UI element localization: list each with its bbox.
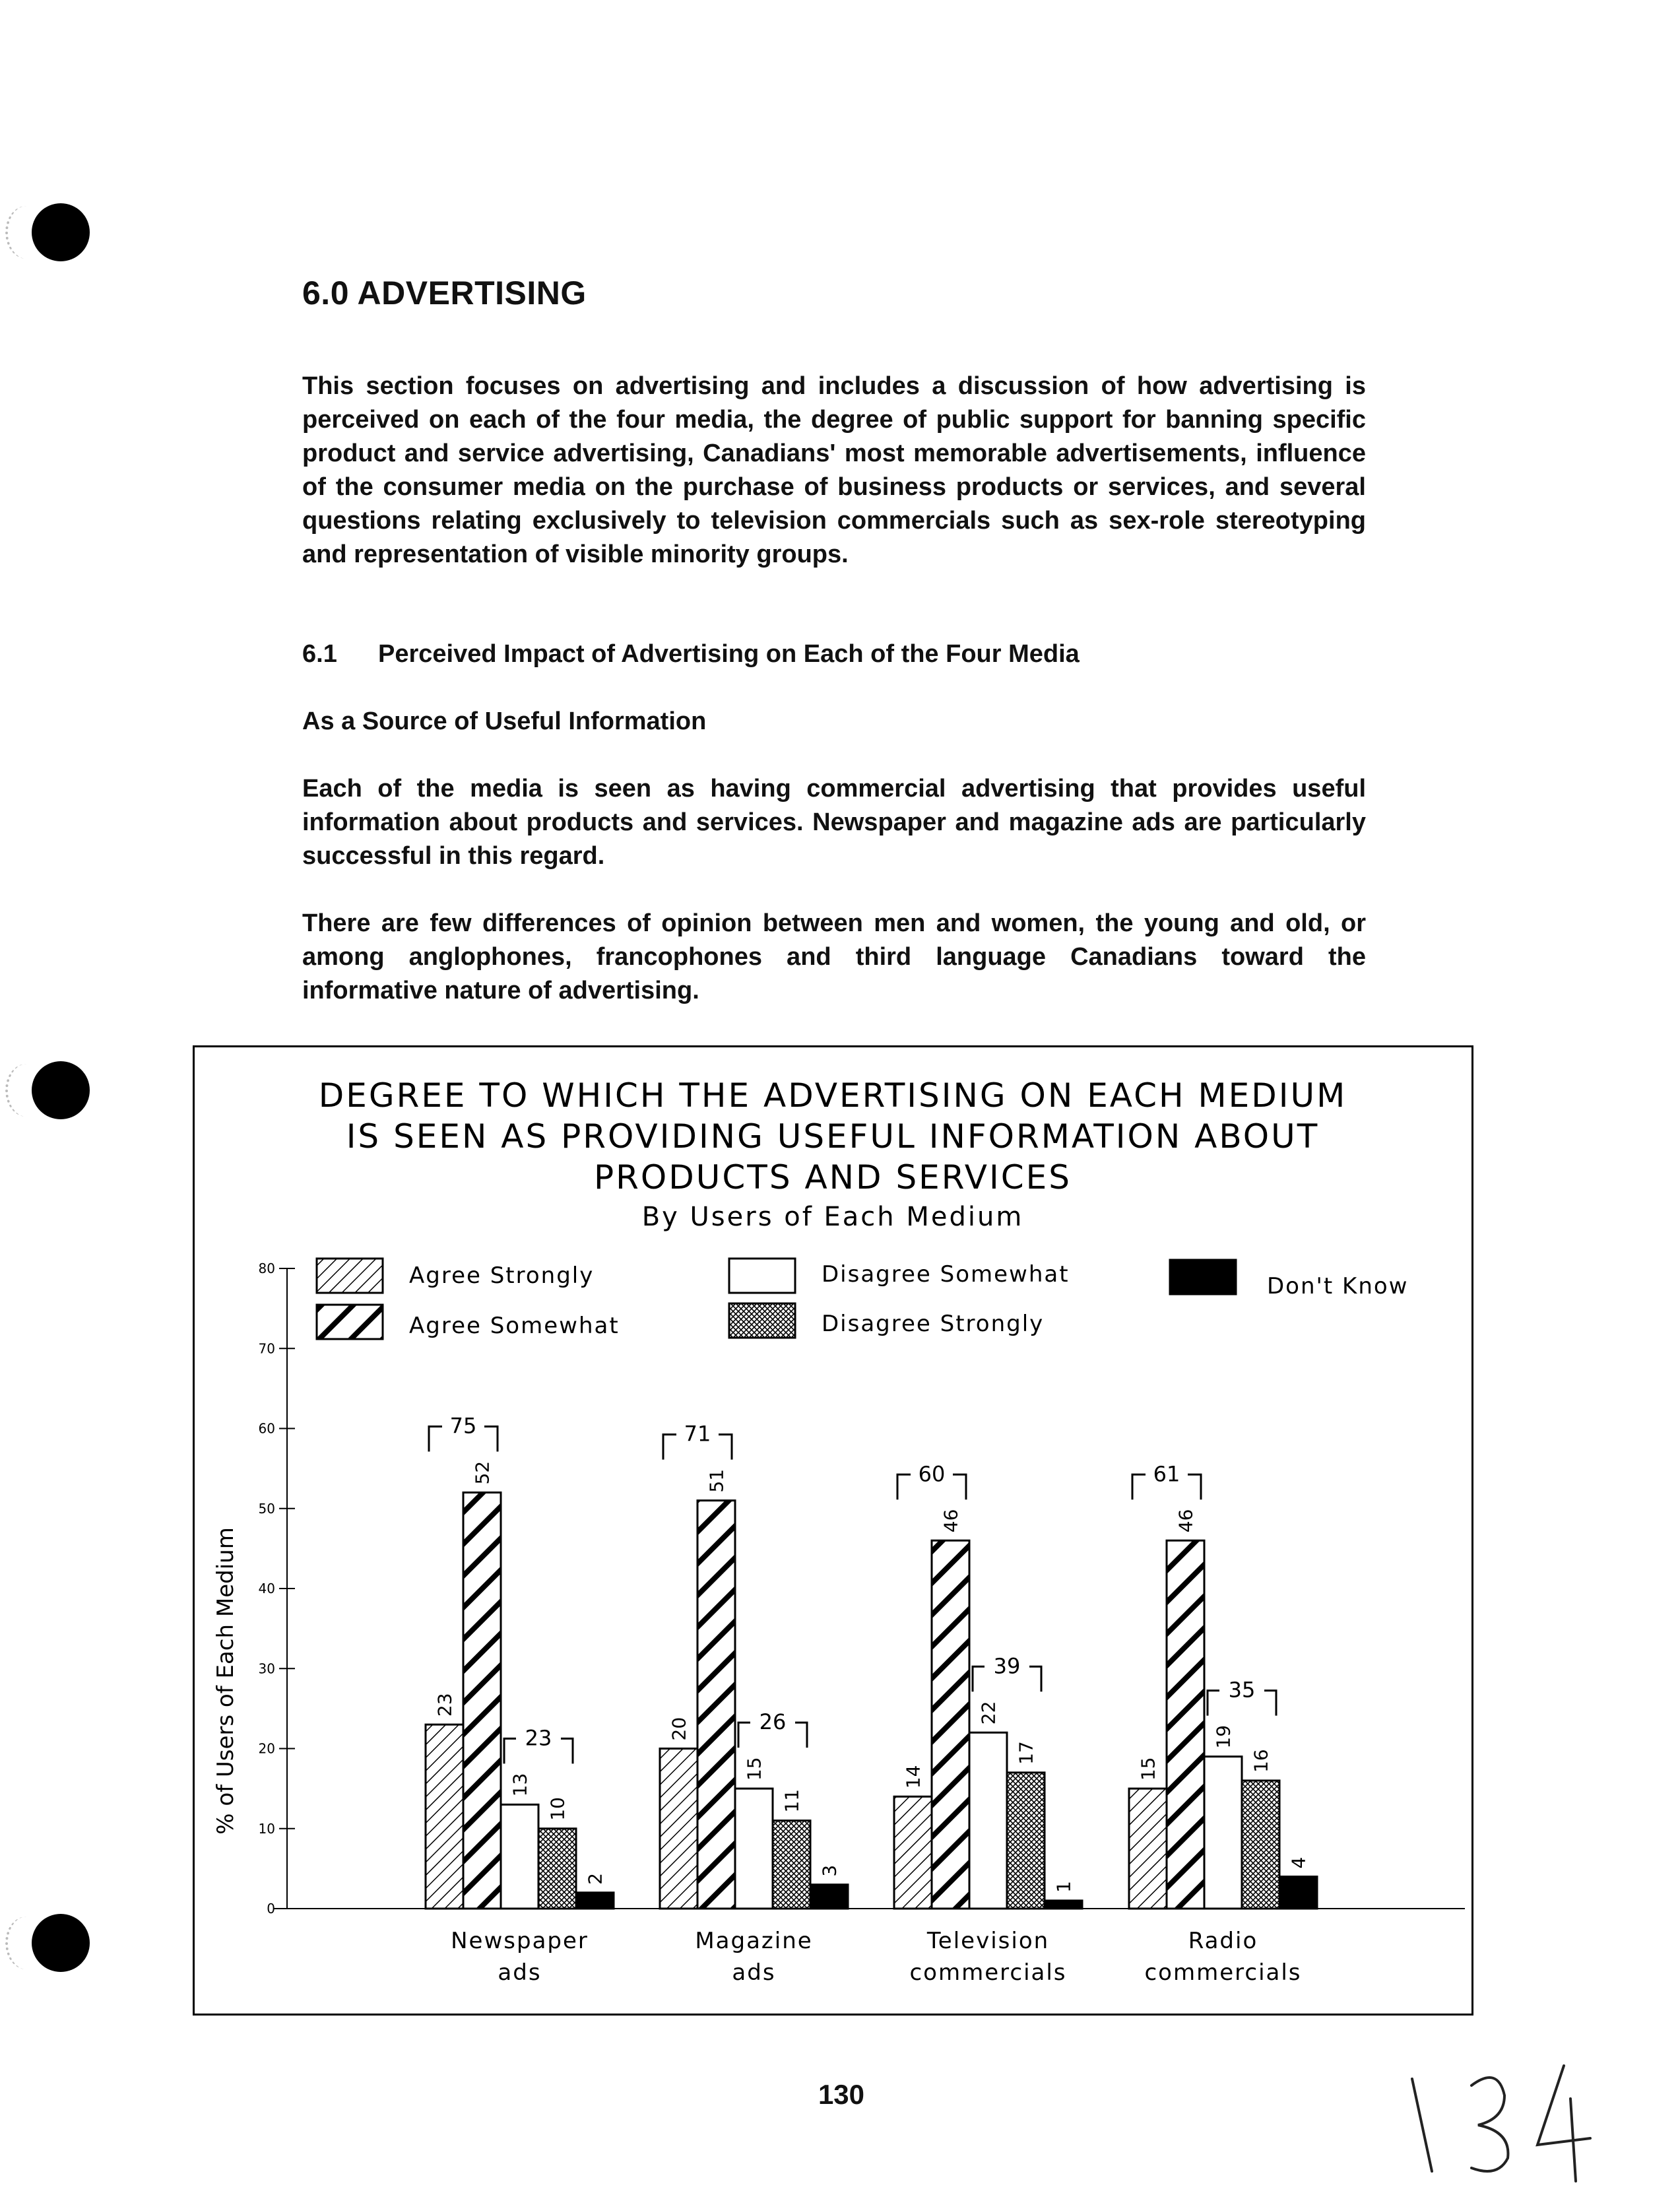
punch-hole [32, 1914, 90, 1972]
chart-title-line: IS SEEN AS PROVIDING USEFUL INFORMATION ABOUT [346, 1117, 1320, 1156]
y-tick-label: 10 [258, 1820, 275, 1837]
bar [1129, 1788, 1167, 1909]
bar [501, 1804, 538, 1909]
category-label: Magazine [695, 1928, 813, 1954]
bar [697, 1501, 735, 1909]
agree-total-label: 61 [1153, 1461, 1180, 1487]
y-tick-label: 80 [258, 1261, 275, 1276]
y-tick-label: 0 [267, 1901, 275, 1917]
disagree-total-label: 35 [1228, 1677, 1256, 1703]
bar-value-label: 11 [781, 1788, 803, 1813]
bar-value-label: 4 [1287, 1856, 1310, 1869]
bar [576, 1893, 614, 1909]
bar [810, 1885, 848, 1909]
bar [1167, 1540, 1204, 1909]
agree-total-label: 71 [684, 1421, 711, 1447]
legend-swatch [317, 1305, 383, 1339]
legend-swatch [729, 1259, 795, 1293]
body-paragraph-2: There are few differences of opinion between men and women, the young and old, or among anglophones, francophones and third language Canadians toward the informative nature of advertising. [302, 909, 1366, 1004]
category-label: Television [926, 1928, 1050, 1954]
chart-frame [193, 1045, 1473, 2016]
subsection-number: 6.1 [302, 640, 337, 668]
bar-value-label: 51 [705, 1468, 728, 1493]
legend-swatch [1170, 1260, 1236, 1294]
subsection-title [302, 640, 1366, 669]
bar [660, 1749, 697, 1909]
bar [735, 1788, 773, 1909]
bar-value-label: 16 [1250, 1749, 1272, 1773]
bar-value-label: 1 [1052, 1881, 1075, 1893]
category-label: Newspaper [451, 1928, 589, 1954]
bar [426, 1724, 463, 1909]
bar [894, 1796, 932, 1909]
punch-hole [32, 203, 90, 261]
chart-bars [426, 1414, 1317, 1986]
y-tick-label: 20 [258, 1740, 275, 1757]
chart-subtitle: By Users of Each Medium [641, 1202, 1024, 1232]
category-label: Radio [1188, 1928, 1258, 1954]
bar-value-label: 13 [509, 1773, 531, 1797]
bar [1045, 1901, 1082, 1909]
legend-label: Agree Somewhat [409, 1313, 620, 1339]
chart-legend [317, 1259, 1408, 1339]
bar [969, 1732, 1007, 1909]
y-axis-label: % of Users of Each Medium [212, 1527, 239, 1835]
legend-label: Agree Strongly [409, 1262, 595, 1289]
bar-chart [195, 1047, 1471, 2014]
agree-total-label: 75 [449, 1413, 477, 1439]
chart-title-line: DEGREE TO WHICH THE ADVERTISING ON EACH MEDIUM [318, 1076, 1347, 1115]
handwritten-page-mark [1399, 2059, 1597, 2184]
agree-total-label: 60 [918, 1461, 946, 1487]
y-tick-label: 70 [258, 1340, 275, 1357]
legend-label: Disagree Strongly [822, 1311, 1045, 1337]
legend-swatch [729, 1303, 795, 1338]
section-heading: 6.0 ADVERTISING [302, 275, 587, 312]
legend-label: Disagree Somewhat [822, 1261, 1070, 1288]
legend-swatch [317, 1259, 383, 1293]
chart-title-line: PRODUCTS AND SERVICES [594, 1158, 1072, 1197]
chart-title [319, 1076, 1347, 1232]
y-tick-label: 50 [258, 1500, 275, 1517]
bar-value-label: 3 [818, 1864, 841, 1877]
category-label: ads [498, 1959, 542, 1986]
bar-value-label: 10 [546, 1797, 569, 1821]
legend-label: Don't Know [1267, 1273, 1409, 1299]
bar-value-label: 15 [1137, 1757, 1159, 1781]
bar [1204, 1757, 1242, 1909]
bar-value-label: 52 [471, 1460, 494, 1485]
bar [463, 1493, 501, 1909]
disagree-total-label: 26 [759, 1709, 787, 1735]
bar [1007, 1773, 1045, 1909]
bar [773, 1821, 810, 1909]
bar [932, 1540, 969, 1909]
category-label: commercials [909, 1959, 1067, 1986]
bar-value-label: 15 [743, 1757, 765, 1781]
body-paragraph-1: Each of the media is seen as having commercial advertising that provides useful information about products and services. Newspaper and magazine ads are particularly successful in this regard. [302, 775, 1366, 870]
bar-value-label: 23 [434, 1693, 456, 1717]
intro-paragraph: This section focuses on advertising and includes a discussion of how advertising is perceived on each of the four media, the degree of public support for banning specific product and service advertising, Canadians' most memorable advertisements, influence of the consumer media on the purchase of business products or services, and several questions relating exclusively to television commercials such as sex-role stereotyping and representation of visible minority groups. [302, 372, 1366, 568]
disagree-total-label: 39 [993, 1653, 1021, 1679]
category-label: commercials [1144, 1959, 1302, 1986]
bar-value-label: 46 [1175, 1509, 1197, 1533]
subsection-title-text: Perceived Impact of Advertising on Each of the Four Media [378, 640, 1080, 668]
disagree-total-label: 23 [525, 1725, 552, 1751]
y-tick-label: 30 [258, 1660, 275, 1677]
y-tick-label: 40 [258, 1581, 275, 1596]
bar-value-label: 2 [584, 1872, 606, 1885]
y-tick-label: 60 [258, 1420, 275, 1437]
page-number: 130 [818, 2079, 865, 2110]
bar [1242, 1781, 1279, 1909]
category-label: ads [732, 1959, 776, 1986]
bar [538, 1829, 576, 1909]
punch-hole [32, 1061, 90, 1119]
bar [1279, 1877, 1317, 1909]
bar-value-label: 17 [1015, 1741, 1037, 1765]
bar-value-label: 14 [902, 1765, 924, 1789]
bar-value-label: 46 [940, 1509, 962, 1533]
bar-value-label: 20 [668, 1717, 690, 1741]
bar-value-label: 22 [977, 1701, 1000, 1725]
bar-value-label: 19 [1212, 1724, 1235, 1749]
subheading: As a Source of Useful Information [302, 707, 707, 735]
